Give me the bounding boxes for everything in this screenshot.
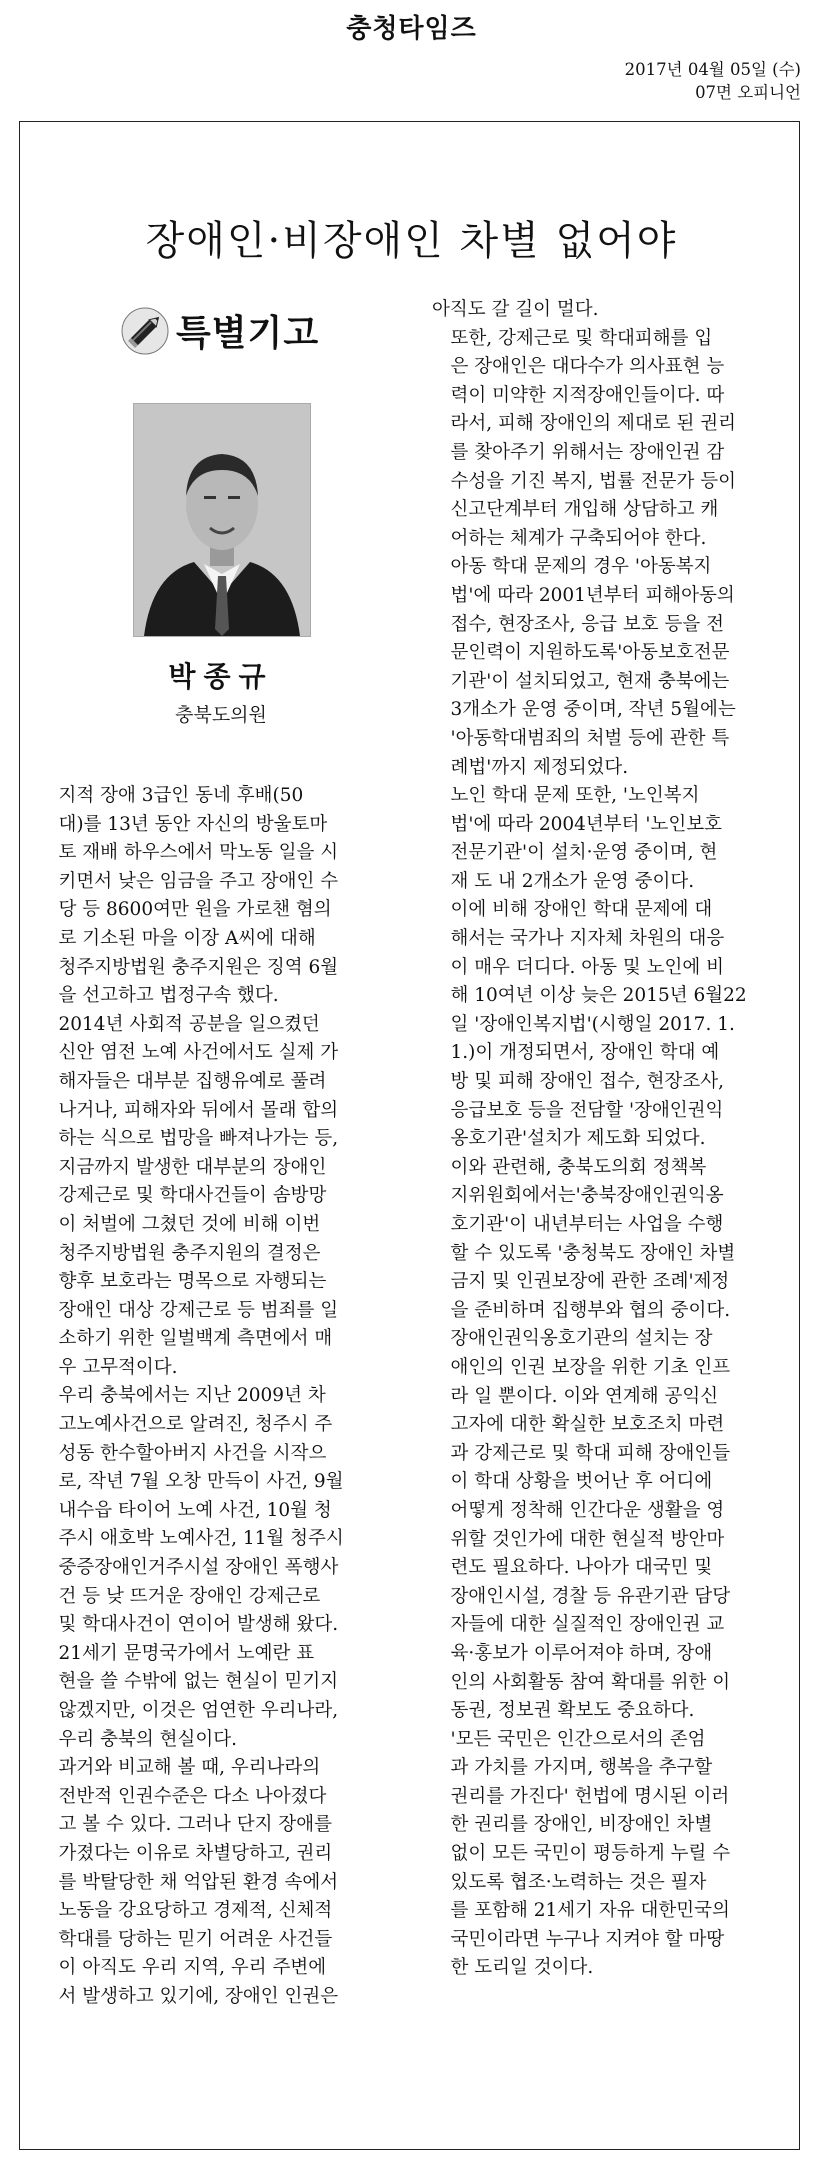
text-line: 라서, 피해 장애인의 제대로 된 권리 xyxy=(450,413,736,435)
text-line: 신고단계부터 개입해 상담하고 캐 xyxy=(450,499,719,521)
text-line: 가졌다는 이유로 차별당하고, 권리 xyxy=(58,1842,333,1864)
text-line: 로, 작년 7월 오창 만득이 사건, 9월 xyxy=(58,1471,344,1493)
article-paragraph xyxy=(432,325,792,554)
text-line: 아직도 갈 길이 멀다. xyxy=(432,299,599,320)
text-line: 한 도리일 것이다. xyxy=(450,1957,594,1979)
text-line: 례법'까지 제정되었다. xyxy=(450,756,629,778)
text-line: 대)를 13년 동안 자신의 방울토마 xyxy=(58,813,328,835)
text-line: 키면서 낮은 임금을 주고 장애인 수 xyxy=(58,870,339,892)
text-line: 어떻게 정착해 인간다운 생활을 영 xyxy=(450,1499,725,1521)
text-line: 현을 쓸 수밖에 없는 현실이 믿기지 xyxy=(58,1671,339,1693)
text-line: '모든 국민은 인간으로서의 존엄 xyxy=(450,1728,706,1750)
text-line: 노인 학대 문제 또한, '노인복지 xyxy=(450,785,700,807)
article-paragraph xyxy=(432,782,792,896)
text-line: 고 볼 수 있다. 그러나 단지 장애를 xyxy=(58,1814,332,1836)
text-line: 학대를 당하는 믿기 어려운 사건들 xyxy=(58,1928,333,1950)
text-line: 및 학대사건이 연이어 발생해 왔다. xyxy=(58,1614,339,1636)
text-line: 련도 필요하다. 나아가 대국민 및 xyxy=(450,1557,713,1579)
text-line: 육·홍보가 이루어져야 하며, 장애 xyxy=(450,1642,713,1664)
text-line: 위할 것인가에 대한 현실적 방안마 xyxy=(450,1528,725,1550)
article-paragraph xyxy=(40,1640,400,1754)
text-line: 호기관'이 내년부터는 사업을 수행 xyxy=(450,1214,724,1235)
text-line: 접수, 현장조사, 응급 보호 등을 전 xyxy=(450,613,724,635)
text-line: 자들에 대한 실질적인 장애인권 교 xyxy=(450,1614,725,1636)
text-line: '아동학대범죄의 처벌 등에 관한 특 xyxy=(450,727,730,749)
text-line: 이에 비해 장애인 학대 문제에 대 xyxy=(450,899,713,921)
article-paragraph xyxy=(432,1154,792,1326)
column-label xyxy=(120,305,319,356)
text-line: 법'에 따라 2001년부터 피해아동의 xyxy=(450,584,735,606)
text-line: 1.)이 개정되면서, 장애인 학대 예 xyxy=(450,1042,720,1064)
article-paragraph xyxy=(432,1726,792,1983)
text-line: 성동 한수할아버지 사건을 시작으 xyxy=(58,1442,327,1464)
text-line: 고노예사건으로 알려진, 청주시 주 xyxy=(58,1414,333,1436)
text-line: 3개소가 운영 중이며, 작년 5월에는 xyxy=(450,699,736,721)
text-line: 소하기 위한 일벌백계 측면에서 매 xyxy=(58,1328,333,1350)
text-line: 방 및 피해 장애인 접수, 현장조사, xyxy=(450,1071,724,1093)
text-line: 아동 학대 문제의 경우 '아동복지 xyxy=(450,556,712,578)
text-line: 권리를 가진다' 헌법에 명시된 이러 xyxy=(450,1785,730,1807)
text-line: 향후 보호라는 명목으로 자행되는 xyxy=(58,1271,327,1293)
article-column-left xyxy=(40,782,400,2012)
text-line: 국민이라면 누구나 지켜야 할 마땅 xyxy=(450,1928,725,1950)
text-line: 과거와 비교해 볼 때, 우리나라의 xyxy=(58,1757,321,1779)
text-line: 을 준비하며 집행부와 협의 중이다. xyxy=(450,1299,731,1321)
article-column-right xyxy=(432,296,792,1983)
text-line: 해서는 국가나 지자체 차원의 대응 xyxy=(450,928,725,950)
page-section: 07면 오피니언 xyxy=(695,83,801,102)
text-line: 지적 장애 3급인 동네 후배(50 xyxy=(58,785,304,806)
text-line: 않겠지만, 이것은 엄연한 우리나라, xyxy=(58,1700,339,1721)
author-title: 충북도의원 xyxy=(175,704,267,726)
text-line: 이와 관련해, 충북도의회 정책복 xyxy=(450,1156,707,1178)
text-line: 과 강제근로 및 학대 피해 장애인들 xyxy=(450,1442,731,1464)
text-line: 고자에 대한 확실한 보호조치 마련 xyxy=(450,1414,725,1436)
text-line: 장애인 대상 강제근로 등 범죄를 일 xyxy=(58,1299,339,1321)
text-line: 과 가치를 가지며, 행복을 추구할 xyxy=(450,1757,713,1779)
text-line: 해 10여년 이상 늦은 2015년 6월22 xyxy=(450,985,747,1007)
article-paragraph xyxy=(432,553,792,782)
author-name: 박종규 xyxy=(168,660,274,693)
text-line: 이 처벌에 그쳤던 것에 비해 이번 xyxy=(58,1213,321,1235)
text-line: 문인력이 지원하도록'아동보호전문 xyxy=(450,642,730,664)
pencil-icon xyxy=(120,306,170,356)
text-line: 내수읍 타이어 노예 사건, 10월 청 xyxy=(58,1499,332,1521)
article-paragraph xyxy=(40,1754,400,2011)
text-line: 있도록 협조·노력하는 것은 필자 xyxy=(450,1871,707,1893)
text-line: 을 선고하고 법정구속 했다. xyxy=(58,985,279,1007)
article-paragraph xyxy=(40,782,400,1011)
text-line: 일 '장애인복지법'(시행일 2017. 1. xyxy=(450,1013,735,1035)
text-line: 2014년 사회적 공분을 일으켰던 xyxy=(58,1013,320,1035)
text-line: 이 아직도 우리 지역, 우리 주변에 xyxy=(58,1957,327,1979)
text-line: 이 학대 상황을 벗어난 후 어디에 xyxy=(450,1471,713,1493)
text-line: 건 등 낮 뜨거운 장애인 강제근로 xyxy=(58,1585,321,1607)
text-line: 나거나, 피해자와 뒤에서 몰래 합의 xyxy=(58,1099,339,1121)
article-paragraph xyxy=(432,296,792,325)
text-line: 장애인권익옹호기관의 설치는 장 xyxy=(450,1328,713,1350)
text-line: 강제근로 및 학대사건들이 솜방망 xyxy=(58,1185,327,1207)
text-line: 우리 충북에서는 지난 2009년 차 xyxy=(58,1385,326,1407)
text-line: 청주지방법원 충주지원의 결정은 xyxy=(58,1242,321,1264)
text-line: 를 포함해 21세기 자유 대한민국의 xyxy=(450,1900,730,1922)
column-label-text: 특별기고 xyxy=(176,313,320,354)
text-line: 동권, 정보권 확보도 중요하다. xyxy=(450,1700,695,1722)
text-line: 장애인시설, 경찰 등 유관기관 담당 xyxy=(450,1585,731,1607)
text-line: 21세기 문명국가에서 노예란 표 xyxy=(58,1642,315,1664)
text-line: 수성을 기진 복지, 법률 전문가 등이 xyxy=(450,470,736,492)
article-paragraph xyxy=(432,896,792,1153)
text-line: 어하는 체계가 구축되어야 한다. xyxy=(450,527,707,549)
author-portrait xyxy=(134,404,310,636)
text-line: 노동을 강요당하고 경제적, 신체적 xyxy=(58,1900,333,1922)
text-line: 청주지방법원 충주지원은 징역 6월 xyxy=(58,956,339,978)
text-line: 를 찾아주기 위해서는 장애인권 감 xyxy=(450,441,725,463)
article-paragraph xyxy=(40,1011,400,1383)
article-paragraph xyxy=(40,1382,400,1639)
text-line: 전반적 인권수준은 다소 나아졌다 xyxy=(58,1785,327,1807)
author-photo xyxy=(133,403,311,637)
text-line: 지위원회에서는'충북장애인권익옹 xyxy=(450,1185,724,1207)
text-line: 로 기소된 마을 이장 A씨에 대해 xyxy=(58,927,316,949)
text-line: 전문기관'이 설치·운영 중이며, 현 xyxy=(450,842,718,864)
text-line: 우리 충북의 현실이다. xyxy=(58,1728,237,1750)
text-line: 이 매우 더디다. 아동 및 노인에 비 xyxy=(450,956,724,978)
text-line: 해자들은 대부분 집행유예로 풀려 xyxy=(58,1070,327,1092)
text-line: 중증장애인거주시설 장애인 폭행사 xyxy=(58,1557,339,1579)
text-line: 주시 애호박 노예사건, 11월 청주시 xyxy=(58,1528,344,1550)
text-line: 지금까지 발생한 대부분의 장애인 xyxy=(58,1156,327,1178)
text-line: 응급보호 등을 전담할 '장애인권익 xyxy=(450,1099,724,1121)
text-line: 법'에 따라 2004년부터 '노인보호 xyxy=(450,813,722,835)
article-paragraph xyxy=(432,1325,792,1725)
headline: 장애인·비장애인 차별 없어야 xyxy=(145,217,678,264)
text-line: 재 도 내 2개소가 운영 중이다. xyxy=(450,870,695,892)
text-line: 금지 및 인권보장에 관한 조례'제정 xyxy=(450,1271,730,1293)
text-line: 신안 염전 노예 사건에서도 실제 가 xyxy=(58,1042,339,1064)
text-line: 인의 사회활동 참여 확대를 위한 이 xyxy=(450,1671,731,1693)
text-line: 없이 모든 국민이 평등하게 누릴 수 xyxy=(450,1843,731,1865)
text-line: 서 발생하고 있기에, 장애인 인권은 xyxy=(58,1985,339,2007)
text-line: 력이 미약한 지적장애인들이다. 따 xyxy=(450,384,725,406)
text-line: 은 장애인은 대다수가 의사표현 능 xyxy=(450,356,725,378)
text-line: 하는 식으로 법망을 빠져나가는 등, xyxy=(58,1128,339,1150)
newspaper-masthead: 충청타임즈 xyxy=(346,14,477,44)
text-line: 한 권리를 장애인, 비장애인 차별 xyxy=(450,1814,713,1836)
text-line: 를 박탈당한 채 억압된 환경 속에서 xyxy=(58,1871,339,1893)
text-line: 기관'이 설치되었고, 현재 충북에는 xyxy=(450,670,730,692)
text-line: 옹호기관'설치가 제도화 되었다. xyxy=(450,1128,706,1150)
date-line xyxy=(625,58,801,104)
text-line: 라 일 뿐이다. 이와 연계해 공익신 xyxy=(450,1385,719,1407)
text-line: 또한, 강제근로 및 학대피해를 입 xyxy=(450,327,713,349)
text-line: 토 재배 하우스에서 막노동 일을 시 xyxy=(58,842,339,864)
text-line: 우 고무적이다. xyxy=(58,1356,178,1378)
text-line: 애인의 인권 보장을 위한 기초 인프 xyxy=(450,1356,731,1378)
text-line: 할 수 있도록 '충청북도 장애인 차별 xyxy=(450,1242,736,1264)
text-line: 당 등 8600여만 원을 가로챈 혐의 xyxy=(58,899,332,921)
publication-date: 2017년 04월 05일 (수) xyxy=(624,60,801,79)
